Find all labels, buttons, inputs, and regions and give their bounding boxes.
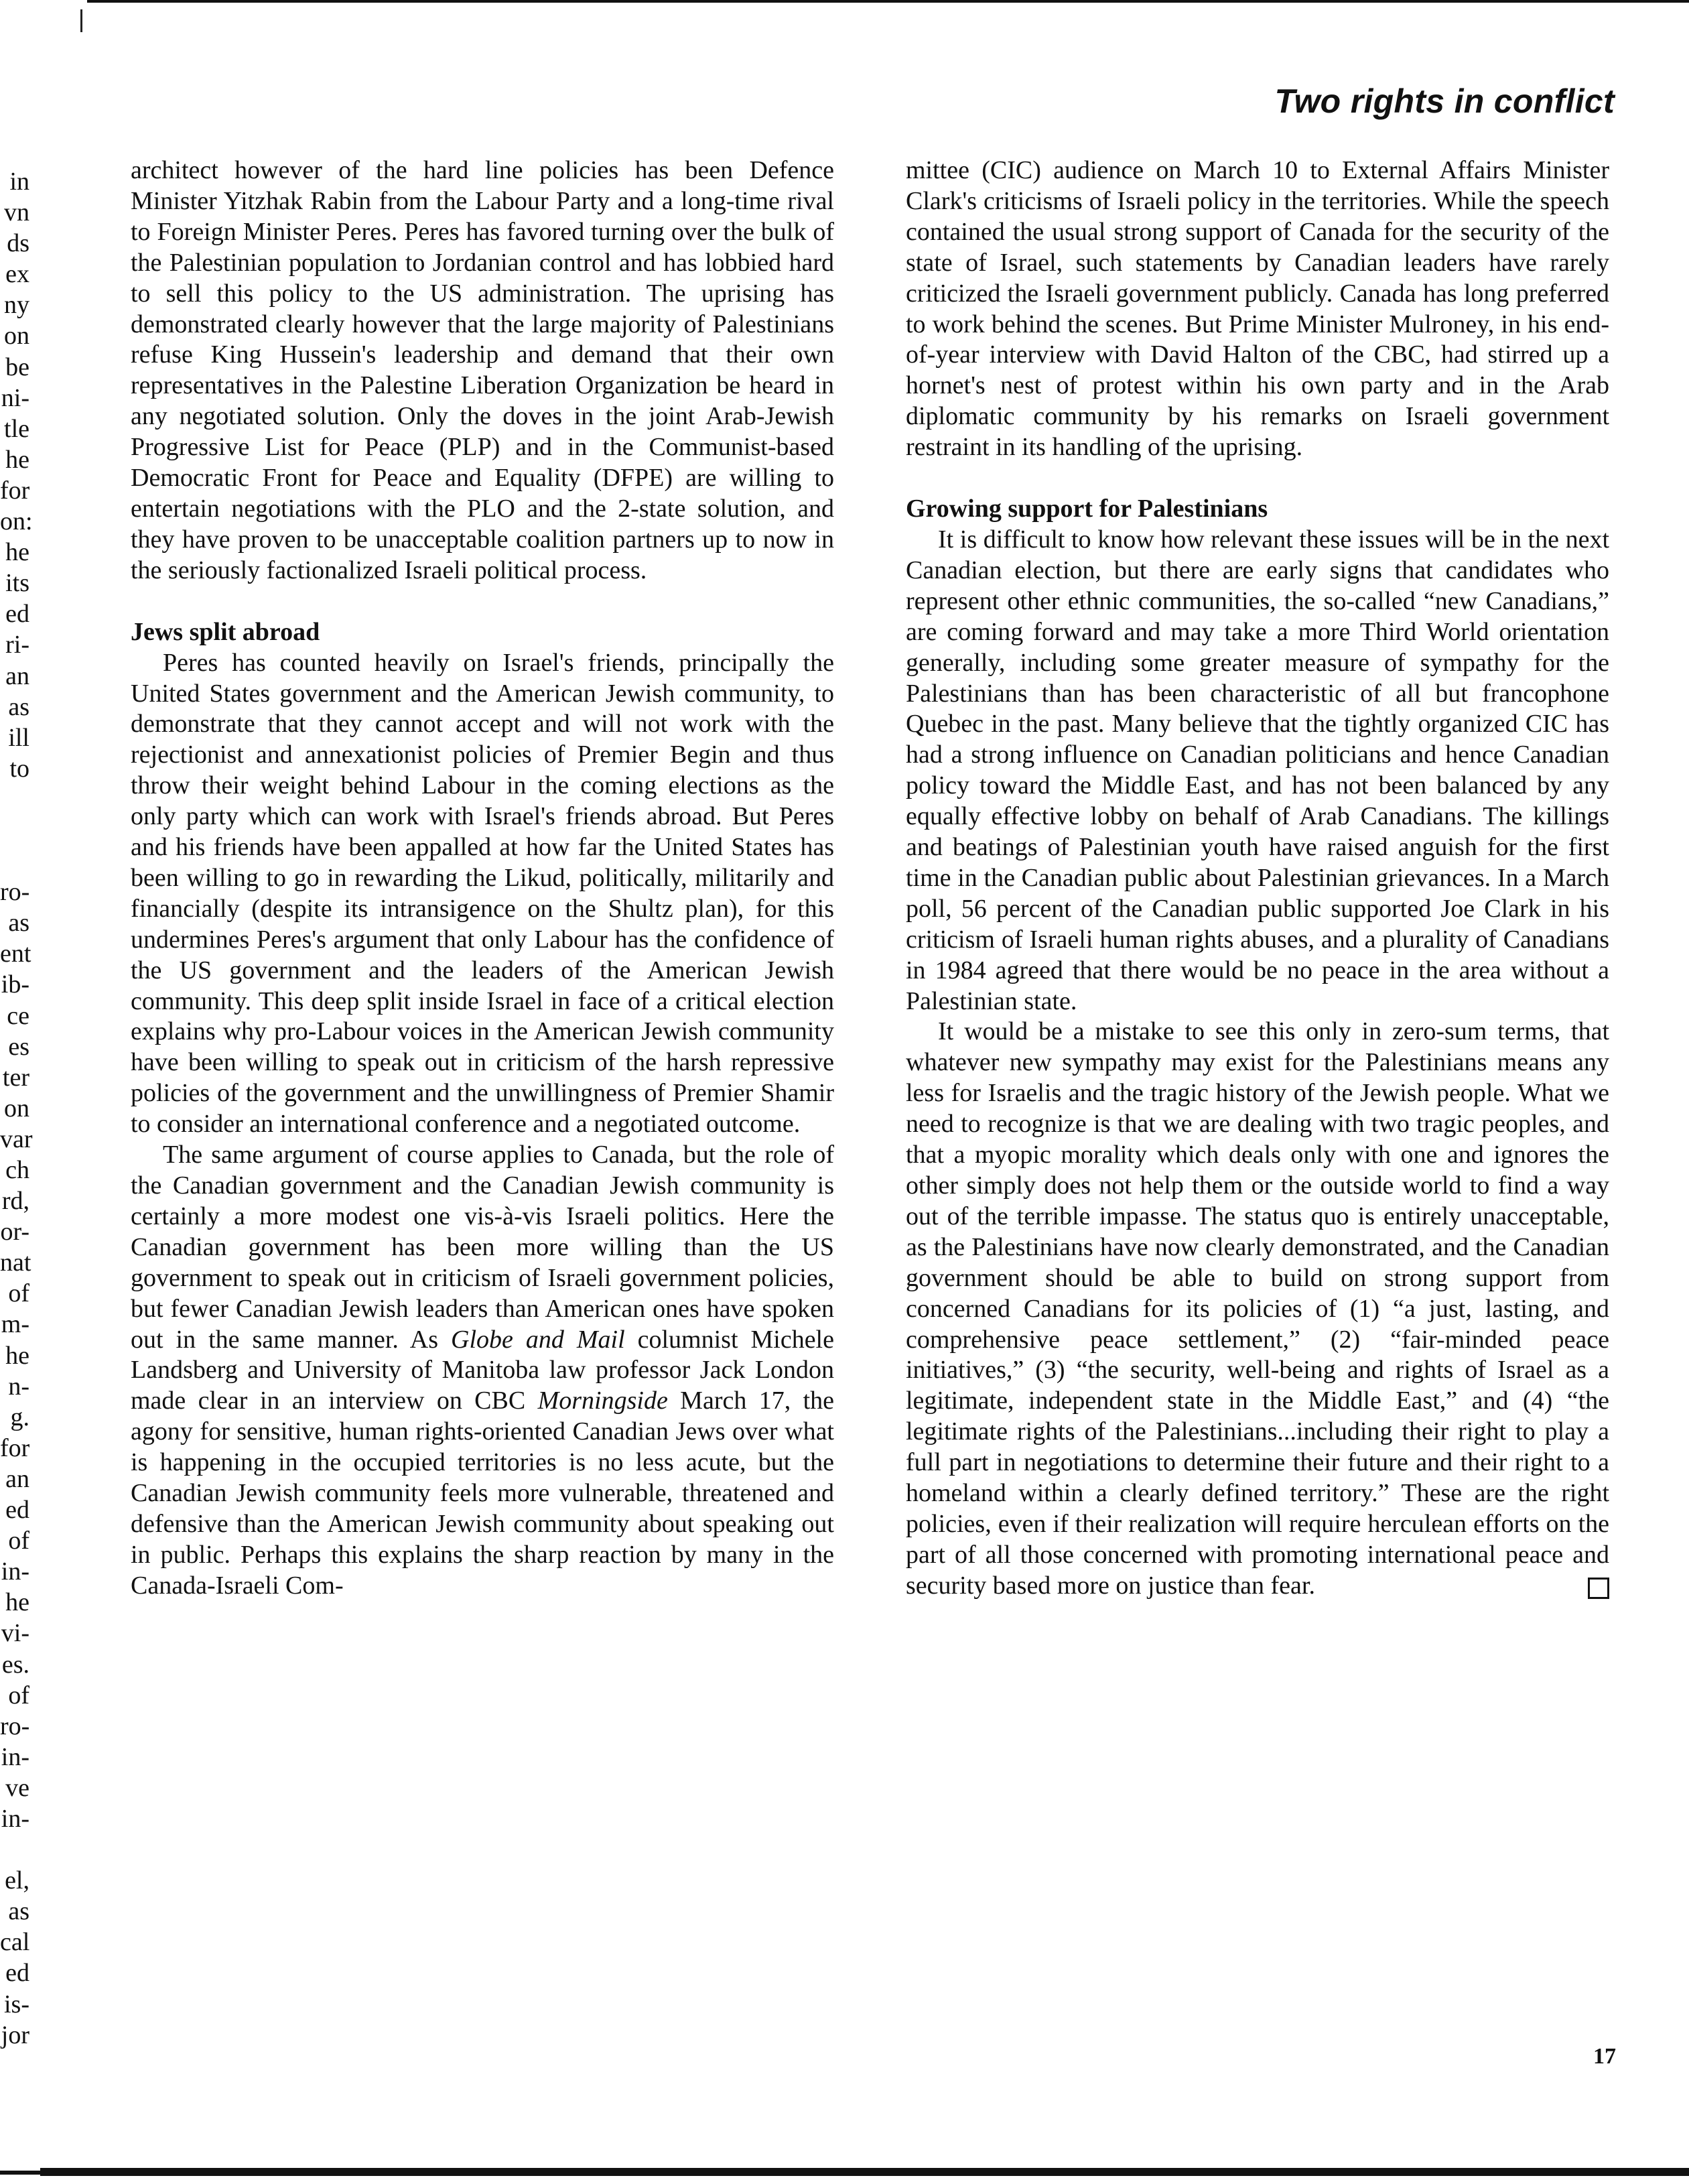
margin-fragment: es.: [1, 1650, 29, 1679]
margin-fragment: vi-: [1, 1619, 29, 1648]
left-paragraph-3-part-c: March 17, the agony for sensitive, human rights-oriented Canadian Jews over what is happening in the occupied territories is no less acute, but the Canadian Jewish community feels more vulnerable, threatened and defensive than the American Jewish community about speaking out in public. Perhaps this explains the sharp reaction by many in the Canada-Israeli Com-: [131, 1387, 834, 1600]
margin-fragment: to: [9, 754, 29, 783]
margin-fragment: [0, 846, 29, 877]
margin-fragment: vn: [4, 198, 29, 227]
margin-fragment: ex: [5, 260, 29, 289]
running-head: Two rights in conflict: [1274, 82, 1615, 120]
margin-fragment: he: [5, 538, 29, 567]
left-paragraph-3-part-a: The same argument of course applies to Canada, but the role of the Canadian government and the Canadian Jewish community is certainly a more modest one vis-à-vis Israeli politics. Here the Canadian government has been more willing than the US government to speak out in criticism of Israeli government policies, but fewer Canadian Jewish leaders than American ones have spoken out in the same manner. As: [131, 1141, 834, 1354]
margin-fragment: [0, 1834, 29, 1865]
section-heading-growing-support: Growing support for Palestinians: [906, 495, 1268, 523]
margin-fragment: on: [4, 1094, 29, 1122]
margin-fragment: an: [5, 661, 29, 690]
top-rule: [87, 0, 1689, 3]
margin-fragment: as: [8, 1897, 29, 1926]
margin-fragment: es: [8, 1032, 29, 1061]
publication-globe-and-mail: Globe and Mail: [451, 1325, 625, 1354]
margin-fragment: on: [4, 322, 29, 350]
margin-tick-mark: [80, 9, 82, 32]
margin-fragment: he: [5, 445, 29, 474]
right-column: [906, 155, 1609, 1602]
left-paragraph-2: Peres has counted heavily on Israel's friends, principally the United States government and the American Jewish community, to demonstrate that they cannot accept and will not work with the rejectionist and annexationist policies of Premier Begin and thus throw their weight behind Labour in the coming elections as the only party which can work with Israel's friends abroad. But Peres and his friends have been appalled at how far the United States has been willing to go in rewarding the Likud, politically, militarily and financially (despite its intransigence on the Shultz plan), for this undermines Peres's argument that only Labour has the confidence of the US government and the leaders of the American Jewish community. This deep split inside Israel in face of a critical election explains why pro-Labour voices in the American Jewish community have been willing to speak out in criticism of the harsh repressive policies of the government and the unwillingness of Premier Shamir to consider an international conference and a negotiated outcome.: [131, 648, 834, 1139]
adjacent-page-fragments: [0, 166, 33, 2051]
margin-fragment: ch: [5, 1156, 29, 1184]
margin-fragment: an: [5, 1464, 29, 1493]
margin-fragment: ter: [2, 1063, 29, 1092]
margin-fragment: is-: [4, 1990, 29, 2018]
margin-fragment: g.: [10, 1403, 29, 1431]
left-column: [131, 155, 834, 1602]
margin-fragment: for: [0, 476, 30, 505]
margin-fragment: ri-: [5, 631, 29, 659]
end-of-article-box: [1588, 1578, 1609, 1599]
margin-fragment: nat: [0, 1248, 31, 1277]
margin-fragment: ro-: [0, 1712, 30, 1740]
margin-fragment: cal: [0, 1928, 30, 1957]
section-heading-jews-split-abroad: Jews split abroad: [131, 617, 320, 646]
right-paragraph-3-text: It would be a mistake to see this only in zero-sum terms, that whatever new sympathy may exist for the Palestinians means any less for Israelis and the tragic history of the Jewish people. What we need to recognize is that we are dealing with two tragic peoples, and that a myopic morality which deals only with one and ignores the other simply does not help them or the outside world to find a way out of the terrible impasse. The status quo is entirely unacceptable, as the Palestinians have now clearly demonstrated, and the Canadian government should be able to build on strong support from concerned Canadians for its policies of (1) “a just, lasting, and comprehensive peace settlement,” (2) “fair-minded peace initiatives,” (3) “the security, well-being and rights of Israel as a legitimate, independent state in the Middle East,” and (4) “the legitimate rights of the Palestinians...including their right to play a full part in negotiations to determine their future and their right to a homeland within a clearly defined territory.” These are the right policies, even if their realization will require herculean efforts on the part of all those concerned with promoting international peace and security based more on justice than fear.: [906, 1017, 1609, 1600]
bottom-rule: [40, 2168, 1689, 2176]
margin-fragment: ro-: [0, 878, 30, 907]
margin-fragment: he: [5, 1341, 29, 1370]
margin-fragment: ce: [7, 1001, 29, 1030]
left-paragraph-3: [131, 1140, 834, 1602]
margin-fragment: in-: [1, 1557, 29, 1586]
margin-fragment: in-: [1, 1804, 29, 1833]
margin-fragment: ent: [0, 940, 31, 968]
margin-fragment: m-: [1, 1310, 29, 1339]
margin-fragment: ib-: [1, 970, 29, 999]
margin-fragment: el,: [5, 1866, 29, 1895]
margin-fragment: of: [8, 1279, 29, 1308]
margin-fragment: ds: [7, 229, 29, 258]
margin-fragment: for: [0, 1433, 30, 1462]
margin-fragment: its: [5, 569, 29, 598]
left-paragraph-3-part-b: columnist Michele Landsberg and University of Manitoba law professor Jack London made clear in an interview on CBC: [131, 1325, 834, 1415]
margin-fragment: he: [5, 1588, 29, 1617]
margin-fragment: ed: [5, 1496, 29, 1525]
right-paragraph-1: mittee (CIC) audience on March 10 to External Affairs Minister Clark's criticisms of Israeli policy in the territories. While the speech contained the usual strong support of Canada for the security of the state of Israel, such statements by Canadian leaders have rarely criticized the Israeli government publicly. Canada has long preferred to work behind the scenes. But Prime Minister Mulroney, in his end-of-year interview with David Halton of the CBC, had stirred up a hornet's nest of protest within his own party and in the Arab diplomatic community by his remarks on Israeli government restraint in its handling of the uprising.: [906, 156, 1609, 462]
program-morningside: Morningside: [537, 1387, 668, 1415]
margin-fragment: on:: [0, 507, 33, 536]
margin-fragment: ny: [4, 291, 29, 320]
margin-fragment: tle: [4, 414, 29, 443]
margin-fragment: ni-: [1, 383, 29, 412]
right-paragraph-2: It is difficult to know how relevant these issues will be in the next Canadian election, but there are early signs that candidates who represent other ethnic communities, the so-called “new Canadians,” are coming forward and may take a more Third World orientation generally, including some greater measure of sympathy for the Palestinians than has been characteristic of all but francophone Quebec in the past. Many believe that the tightly organized CIC has had a strong influence on Canadian politicians and hence Canadian policy toward the Middle East, and has not been balanced by any equally effective lobby on behalf of Arab Canadians. The killings and beatings of Palestinian youth have raised anguish for the first time in the Canadian public about Palestinian grievances. In a March poll, 56 percent of the Canadian public supported Joe Clark in his criticism of Israeli human rights abuses, and a plurality of Canadians in 1984 agreed that there would be no peace in the area without a Palestinian state.: [906, 525, 1609, 1015]
margin-fragment: jor: [1, 2020, 29, 2049]
margin-fragment: in: [9, 168, 29, 196]
margin-fragment: ed: [5, 600, 29, 629]
margin-fragment: as: [8, 909, 29, 938]
margin-fragment: of: [8, 1527, 29, 1555]
right-paragraph-3: [906, 1017, 1609, 1601]
margin-fragment: or-: [0, 1218, 29, 1246]
margin-fragment: ve: [5, 1773, 29, 1802]
margin-fragment: [0, 815, 29, 846]
margin-fragment: as: [8, 692, 29, 721]
margin-fragment: rd,: [1, 1187, 29, 1216]
margin-fragment: n-: [8, 1372, 29, 1401]
margin-fragment: of: [8, 1681, 29, 1710]
margin-fragment: be: [5, 352, 29, 381]
margin-fragment: in-: [1, 1742, 29, 1771]
margin-fragment: var: [0, 1125, 33, 1153]
page-number: 17: [1593, 2044, 1616, 2069]
left-paragraph-1: architect however of the hard line policies has been Defence Minister Yitzhak Rabin from the Labour Party and a long-time rival to Foreign Minister Peres. Peres has favored turning over the bulk of the Palestinian population to Jordanian control and has lobbied hard to sell this policy to the US administration. The uprising has demonstrated clearly however that the large majority of Palestinians refuse King Hussein's leadership and demand that their own representatives in the Palestine Liberation Organization be heard in any negotiated solution. Only the doves in the joint Arab-Jewish Progressive List for Peace (PLP) and in the Communist-based Democratic Front for Peace and Equality (DFPE) are willing to entertain negotiations with the PLO and the 2-state solution, and they have proven to be unacceptable coalition partners up to now in the seriously factionalized Israeli political process.: [131, 156, 834, 584]
margin-fragment: ill: [8, 723, 29, 752]
margin-fragment: ed: [5, 1959, 29, 1988]
margin-fragment: [0, 784, 29, 815]
